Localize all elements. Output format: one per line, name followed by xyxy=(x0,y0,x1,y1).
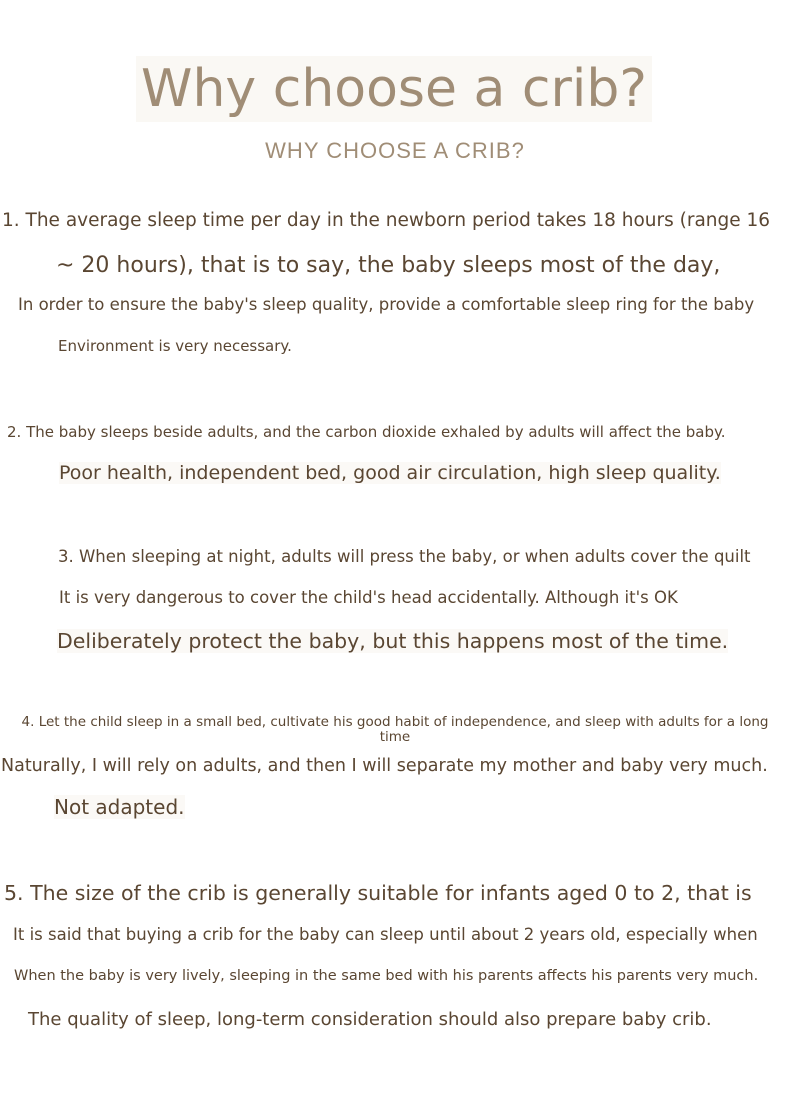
paragraph-line: Poor health, independent bed, good air circulation, high sleep quality. xyxy=(59,462,721,484)
page-subtitle: WHY CHOOSE A CRIB? xyxy=(265,138,525,163)
paragraph-line: 3. When sleeping at night, adults will press the baby, or when adults cover the quilt xyxy=(58,547,751,566)
paragraph-line: Environment is very necessary. xyxy=(58,337,292,355)
paragraph-line: ~ 20 hours), that is to say, the baby sleeps most of the day, xyxy=(56,253,721,278)
paragraph-line: 2. The baby sleeps beside adults, and the carbon dioxide exhaled by adults will affect the baby. xyxy=(7,423,726,441)
paragraph-line: Deliberately protect the baby, but this happens most of the time. xyxy=(57,629,729,653)
paragraph-line: 5. The size of the crib is generally suitable for infants aged 0 to 2, that is xyxy=(4,881,752,905)
paragraph-line: Naturally, I will rely on adults, and then I will separate my mother and baby very much. xyxy=(1,756,768,776)
paragraph-line: When the baby is very lively, sleeping in the same bed with his parents affects his parents very much. xyxy=(14,968,759,984)
paragraph-line: It is very dangerous to cover the child's head accidentally. Although it's OK xyxy=(59,588,678,607)
paragraph-line: 4. Let the child sleep in a small bed, cultivate his good habit of independence, and sleep with adults for a long time xyxy=(21,714,769,745)
page-title: Why choose a crib? xyxy=(136,56,652,122)
paragraph-line: In order to ensure the baby's sleep quality, provide a comfortable sleep ring for the baby xyxy=(18,295,755,314)
paragraph-line: The quality of sleep, long-term consideration should also prepare baby crib. xyxy=(28,1009,712,1030)
paragraph-line: It is said that buying a crib for the baby can sleep until about 2 years old, especially when xyxy=(13,925,758,944)
paragraph-line: 1. The average sleep time per day in the newborn period takes 18 hours (range 16 xyxy=(2,210,771,231)
paragraph-line: Not adapted. xyxy=(54,795,185,819)
